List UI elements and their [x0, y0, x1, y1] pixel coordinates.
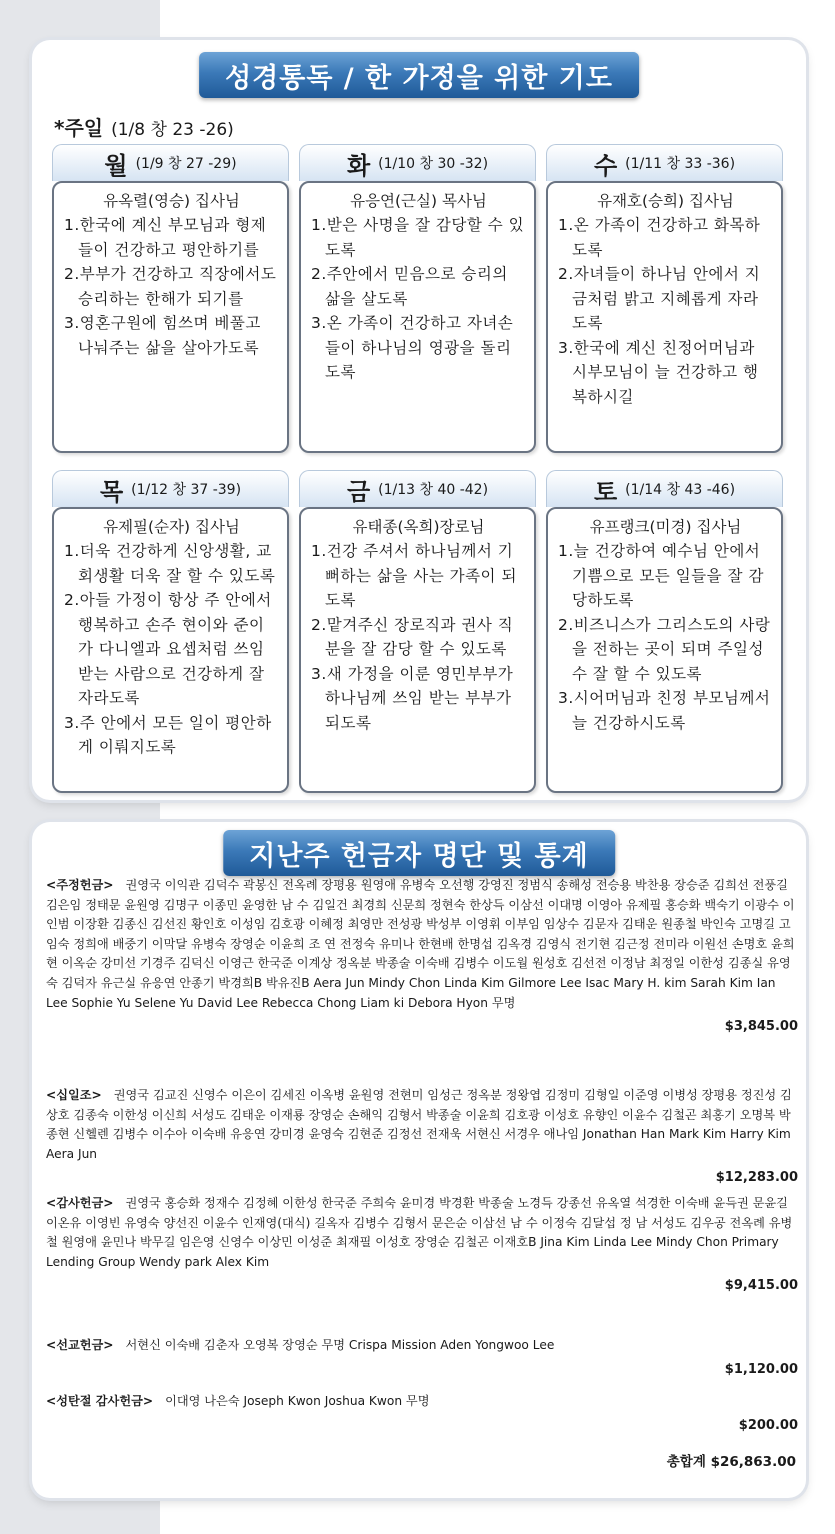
prayer-box: [546, 507, 783, 793]
offering-total: 총합계 $26,863.00: [666, 1454, 796, 1470]
offering-section-tithe-weekly: [46, 876, 798, 1037]
offering-names: [46, 1194, 798, 1272]
prayer-item: 1.온 가족이 건강하고 화목하도록: [558, 216, 761, 259]
prayer-box: [546, 181, 783, 453]
prayer-item: 3.한국에 계신 친정어머님과 시부모님이 늘 건강하고 행복하시길: [558, 338, 759, 406]
day-ref: (1/10 창 30 -32): [378, 156, 489, 172]
day-ref: (1/12 창 37 -39): [131, 482, 242, 498]
day-card-sat: [546, 470, 783, 793]
offering-name-list: 이대영 나은숙 Joseph Kwon Joshua Kwon 무명: [165, 1394, 430, 1408]
offering-category: <선교헌금>: [46, 1338, 114, 1352]
day-ref: (1/11 창 33 -36): [625, 156, 736, 172]
prayer-item: 2.주안에서 믿음으로 승리의 삶을 살도록: [311, 265, 508, 308]
prayer-item: 3.새 가정을 이룬 영민부부가 하나님께 쓰임 받는 부부가 되도록: [311, 664, 514, 732]
offering-names: [46, 1392, 798, 1412]
offering-names: [46, 876, 798, 1013]
day-tab: [546, 470, 783, 507]
prayer-list: [558, 539, 773, 735]
day-name: 토: [593, 477, 618, 506]
day-name: 금: [346, 477, 371, 506]
offering-name-list: 서현신 이숙배 김춘자 오영복 장영순 무명 Crispa Mission Aden Yongwoo Lee: [125, 1338, 555, 1352]
offering-section-thanks: [46, 1194, 798, 1296]
prayer-box: [52, 181, 289, 453]
prayer-item: 1.받은 사명을 잘 감당할 수 있도록: [311, 216, 525, 259]
prayer-item: 1.건강 주셔서 하나님께서 기뻐하는 삶을 사는 가족이 되도록: [311, 542, 517, 609]
offering-amount: $9,415.00: [724, 1278, 798, 1294]
sunday-reading: [54, 112, 234, 141]
offering-amount: $3,845.00: [724, 1019, 798, 1035]
prayer-item: 3.영혼구원에 힘쓰며 베풀고 나눠주는 삶을 살아가도록: [64, 314, 261, 357]
prayer-item: 2.부부가 건강하고 직장에서도 승리하는 한해가 되기를: [64, 265, 277, 308]
prayer-person: 유응연(근실) 목사님: [350, 192, 487, 210]
prayer-list: [64, 213, 279, 360]
prayer-list: [64, 539, 279, 760]
prayer-person: 유프랭크(미경) 집사님: [589, 518, 742, 536]
offering-name-list: 권영국 홍승화 정재수 김정혜 이한성 한국준 주희숙 윤미경 박경환 박종술 노경득 강종선 유옥열 석경한 이숙배 윤득권 문윤길 이온유 이영빈 유영숙 양선진 이윤수 인재영(대식) 길옥자 김병수 김형서 문은순 이삼선 남 수 이정숙 김달섭 정 남 서성도 김우공 전옥례 유병철 원영애 윤민나 박무길 임은영 신영수 이상민 이성준 최재필 이성호 장영순 김철곤 이재호B Jina Kim Linda Lee Mindy Chon Primary Lending Group Wendy park Alex Kim: [46, 1196, 793, 1269]
day-card-fri: [299, 470, 536, 793]
prayer-item: 2.맡겨주신 장로직과 권사 직분을 잘 감당 할 수 있도록: [311, 615, 514, 658]
offering-category: <성탄절 감사헌금>: [46, 1394, 154, 1408]
day-ref: (1/14 창 43 -46): [625, 482, 736, 498]
offering-panel: [32, 822, 806, 1498]
sunday-ref: (1/8 창 23 -26): [111, 120, 234, 140]
prayer-item: 2.아들 가정이 항상 주 안에서 행복하고 손주 현이와 준이가 다니엘과 요셉처럼 쓰임 받는 사람으로 건강하게 잘 자라도록: [64, 591, 272, 707]
day-name: 목: [99, 477, 124, 506]
prayer-list: [558, 213, 773, 409]
offering-amount: $12,283.00: [715, 1170, 798, 1186]
prayer-person: 유재호(승희) 집사님: [597, 192, 734, 210]
prayer-panel: [32, 40, 806, 800]
prayer-item: 2.자녀들이 하나님 안에서 지금처럼 밝고 지혜롭게 자라도록: [558, 265, 761, 332]
offering-category: <십일조>: [46, 1088, 102, 1102]
day-name: 화: [346, 151, 371, 180]
offering-section-mission: [46, 1336, 798, 1379]
offering-category: <주정헌금>: [46, 878, 114, 892]
day-tab: [52, 470, 289, 507]
offering-category: <감사헌금>: [46, 1196, 114, 1210]
prayer-item: 3.주 안에서 모든 일이 평안하게 이뤄지도록: [64, 713, 272, 756]
prayer-person: 유태종(옥희)장로님: [352, 518, 485, 536]
prayer-person: 유옥렬(영승) 집사님: [103, 192, 240, 210]
offering-title: 지난주 헌금자 명단 및 통계: [223, 830, 615, 876]
prayer-item: 1.더욱 건강하게 신앙생활, 교회생활 더욱 잘 할 수 있도록: [64, 542, 276, 585]
offering-names: [46, 1336, 798, 1356]
prayer-person: 유제필(순자) 집사님: [103, 518, 240, 536]
prayer-box: [299, 181, 536, 453]
offering-amount: $1,120.00: [724, 1361, 798, 1377]
day-card-mon: [52, 144, 289, 453]
prayer-list: [311, 213, 526, 385]
prayer-box: [299, 507, 536, 793]
offering-name-list: 권영국 김교진 신영수 이은이 김세진 이옥병 윤원영 전현미 임성근 정옥분 정왕엽 김정미 김형일 이준영 이병성 장평용 정진성 김상호 김종숙 이한성 이신희 서성도 김태운 이재룡 장영순 손해익 김형서 박종술 이윤희 김호광 이성호 유향인 이윤수 김철곤 최홍기 오명복 박종현 신헬렌 김병수 이수아 이숙배 유응연 강미경 윤영숙 김현준 김정선 전재욱 서현신 서경우 애나임 Jonathan Han Mark Kim Harry Kim Aera Jun: [46, 1088, 792, 1161]
sunday-label: *주일: [54, 116, 104, 140]
day-name: 수: [593, 151, 618, 180]
prayer-item: 3.온 가족이 건강하고 자녀손들이 하나님의 영광을 돌리도록: [311, 314, 514, 381]
day-card-tue: [299, 144, 536, 453]
offering-section-christmas: [46, 1392, 798, 1435]
prayer-item: 2.비즈니스가 그리스도의 사랑을 전하는 곳이 되며 주일성수 잘 할 수 있도록: [558, 615, 771, 683]
day-ref: (1/9 창 27 -29): [135, 156, 237, 172]
day-tab: [546, 144, 783, 181]
offering-name-list: 권영국 이익관 김덕수 곽봉신 전옥례 장평용 원영애 유병숙 오선행 강영진 정범식 송해성 전승용 박찬용 장승준 김희선 전풍길 김은임 정태문 윤원영 김명구 이종민 윤영한 남 수 김일건 최경희 신문희 정현숙 한상득 이삼선 이대명 이영아 유제필 홍승화 백숙기 이광수 이인범 이장환 김종신 김선진 황인호 이성임 김호광 이혜정 최영만 전성광 박성부 이영휘 이부임 임상수 김문자 김태운 원종철 박인숙 고명길 고임숙 정희애 배중기 이막달 유병숙 장영순 이윤희 조 연 전정숙 유미나 한현배 한명섭 김옥경 김영식 전기현 김근정 전미라 이원선 손명호 윤희현 이옥순 강미선 기경주 김덕신 이영근 한국준 이계상 정옥분 박종술 이숙배 김병수 이도월 원성호 김선전 이정남 최정일 이한성 김종실 유영숙 김덕자 유근실 유응연 안종기 박경희B 박유진B Aera Jun Mindy Chon Linda Kim Gilmore Lee Isac Mary H. kim Sarah Kim Ian Lee Sophie Yu Selene Yu David Lee Rebecca Chong Liam ki Debora Hyon 무명: [46, 878, 795, 1010]
prayer-item: 1.늘 건강하여 예수님 안에서 기쁨으로 모든 일들을 잘 감당하도록: [558, 542, 764, 609]
day-tab: [52, 144, 289, 181]
offering-amount: $200.00: [738, 1417, 798, 1433]
day-tab: [299, 470, 536, 507]
prayer-title: 성경통독 / 한 가정을 위한 기도: [199, 52, 639, 98]
day-name: 월: [104, 151, 128, 180]
prayer-box: [52, 507, 289, 793]
offering-section-tithe: [46, 1086, 798, 1188]
prayer-item: 1.한국에 계신 부모님과 형제들이 건강하고 평안하기를: [64, 216, 267, 259]
day-tab: [299, 144, 536, 181]
day-ref: (1/13 창 40 -42): [378, 482, 489, 498]
prayer-list: [311, 539, 526, 735]
prayer-item: 3.시어머님과 친정 부모님께서 늘 건강하시도록: [558, 689, 771, 732]
offering-names: [46, 1086, 798, 1164]
day-card-wed: [546, 144, 783, 453]
day-card-thu: [52, 470, 289, 793]
